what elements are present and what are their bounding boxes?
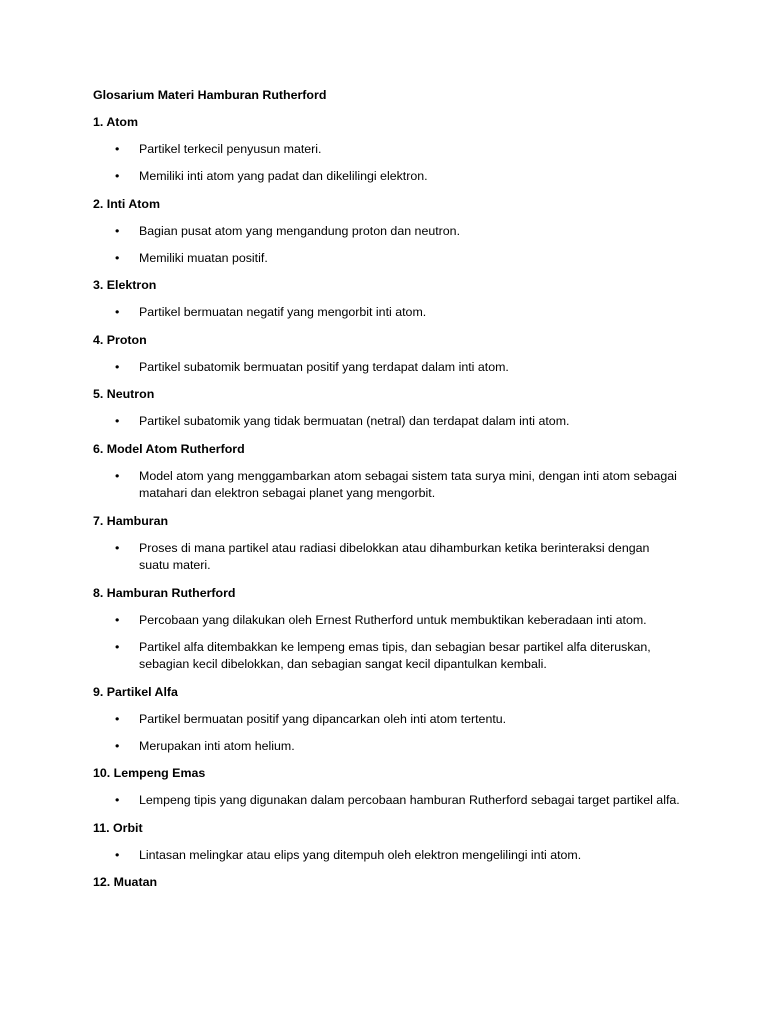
bullet-icon: • [115,468,120,483]
definition-text: Partikel bermuatan positif yang dipancarkan oleh inti atom tertentu. [139,711,507,726]
term-heading: 12. Muatan [93,875,158,889]
glossary-terms [93,114,683,891]
glossary-term [93,196,683,268]
term-heading: 1. Atom [93,115,138,129]
bullet-icon: • [115,414,120,428]
glossary-term [93,513,683,575]
definition-item [93,738,683,756]
glossary-term [93,874,683,891]
bullet-icon: • [115,711,120,726]
term-heading: 3. Elektron [93,278,157,292]
definition-item [93,711,683,729]
definition-item [93,141,683,159]
definition-text: Partikel terkecil penyusun materi. [139,142,322,156]
definition-text: Merupakan inti atom helium. [139,738,295,753]
definition-list [93,540,683,575]
definition-text: Memiliki muatan positif. [139,250,268,265]
glossary-term [93,277,683,322]
glossary-term [93,441,683,503]
bullet-icon: • [115,793,120,807]
definition-text: Partikel subatomik yang tidak bermuatan (netral) dan terdapat dalam inti atom. [139,414,570,428]
definition-text: Lintasan melingkar atau elips yang ditempuh oleh elektron mengelilingi inti atom. [139,847,582,862]
term-heading: 9. Partikel Alfa [93,684,178,699]
definition-item [93,413,683,431]
bullet-icon: • [115,847,120,862]
document-content [93,87,683,901]
definition-item [93,612,683,630]
bullet-icon: • [115,359,120,374]
definition-text: Lempeng tipis yang digunakan dalam percobaan hamburan Rutherford sebagai target partikel alfa. [139,793,680,807]
definition-item [93,304,683,322]
definition-item [93,847,683,865]
bullet-icon: • [115,250,120,265]
glossary-term [93,332,683,377]
definition-list [93,359,683,377]
definition-list [93,847,683,865]
term-heading: 4. Proton [93,332,147,347]
definition-item [93,540,683,575]
definition-text: Bagian pusat atom yang mengandung proton dan neutron. [139,223,461,238]
definition-item [93,639,683,674]
bullet-icon: • [115,612,120,627]
definition-text: Memiliki inti atom yang padat dan dikelilingi elektron. [139,169,428,183]
bullet-icon: • [115,540,120,555]
definition-list [93,141,683,186]
definition-list [93,413,683,431]
term-heading: 8. Hamburan Rutherford [93,585,236,600]
bullet-icon: • [115,639,120,654]
glossary-term [93,114,683,186]
glossary-term [93,386,683,431]
definition-item [93,468,683,503]
term-heading: 11. Orbit [93,820,143,835]
definition-list [93,612,683,674]
bullet-icon: • [115,738,120,753]
document-title: Glosarium Materi Hamburan Rutherford [93,88,327,102]
bullet-icon: • [115,169,120,183]
definition-list [93,468,683,503]
definition-text: Proses di mana partikel atau radiasi dibelokkan atau dihamburkan ketika berinteraksi dengan suatu materi. [139,540,650,572]
definition-text: Model atom yang menggambarkan atom sebagai sistem tata surya mini, dengan inti atom sebagai matahari dan elektron sebagai planet yang mengorbit. [139,468,677,500]
bullet-icon: • [115,223,120,238]
glossary-term [93,684,683,756]
definition-list [93,711,683,756]
definition-text: Partikel alfa ditembakkan ke lempeng emas tipis, dan sebagian besar partikel alfa diteruskan, sebagian kecil dibelokkan, dan sebagian sangat kecil dipantulkan kembali. [139,639,651,671]
definition-item [93,359,683,377]
glossary-term [93,765,683,810]
bullet-icon: • [115,142,120,156]
bullet-icon: • [115,305,120,319]
definition-text: Partikel subatomik bermuatan positif yang terdapat dalam inti atom. [139,359,509,374]
definition-list [93,304,683,322]
term-heading: 6. Model Atom Rutherford [93,441,245,456]
term-heading: 7. Hamburan [93,513,169,528]
definition-item [93,168,683,186]
definition-text: Percobaan yang dilakukan oleh Ernest Rutherford untuk membuktikan keberadaan inti atom. [139,612,647,627]
term-heading: 5. Neutron [93,387,155,401]
term-heading: 10. Lempeng Emas [93,766,206,780]
definition-item [93,223,683,241]
definition-text: Partikel bermuatan negatif yang mengorbit inti atom. [139,305,427,319]
term-heading: 2. Inti Atom [93,196,160,211]
glossary-term [93,585,683,674]
definition-list [93,223,683,268]
definition-item [93,250,683,268]
definition-item [93,792,683,810]
definition-list [93,792,683,810]
glossary-term [93,820,683,865]
